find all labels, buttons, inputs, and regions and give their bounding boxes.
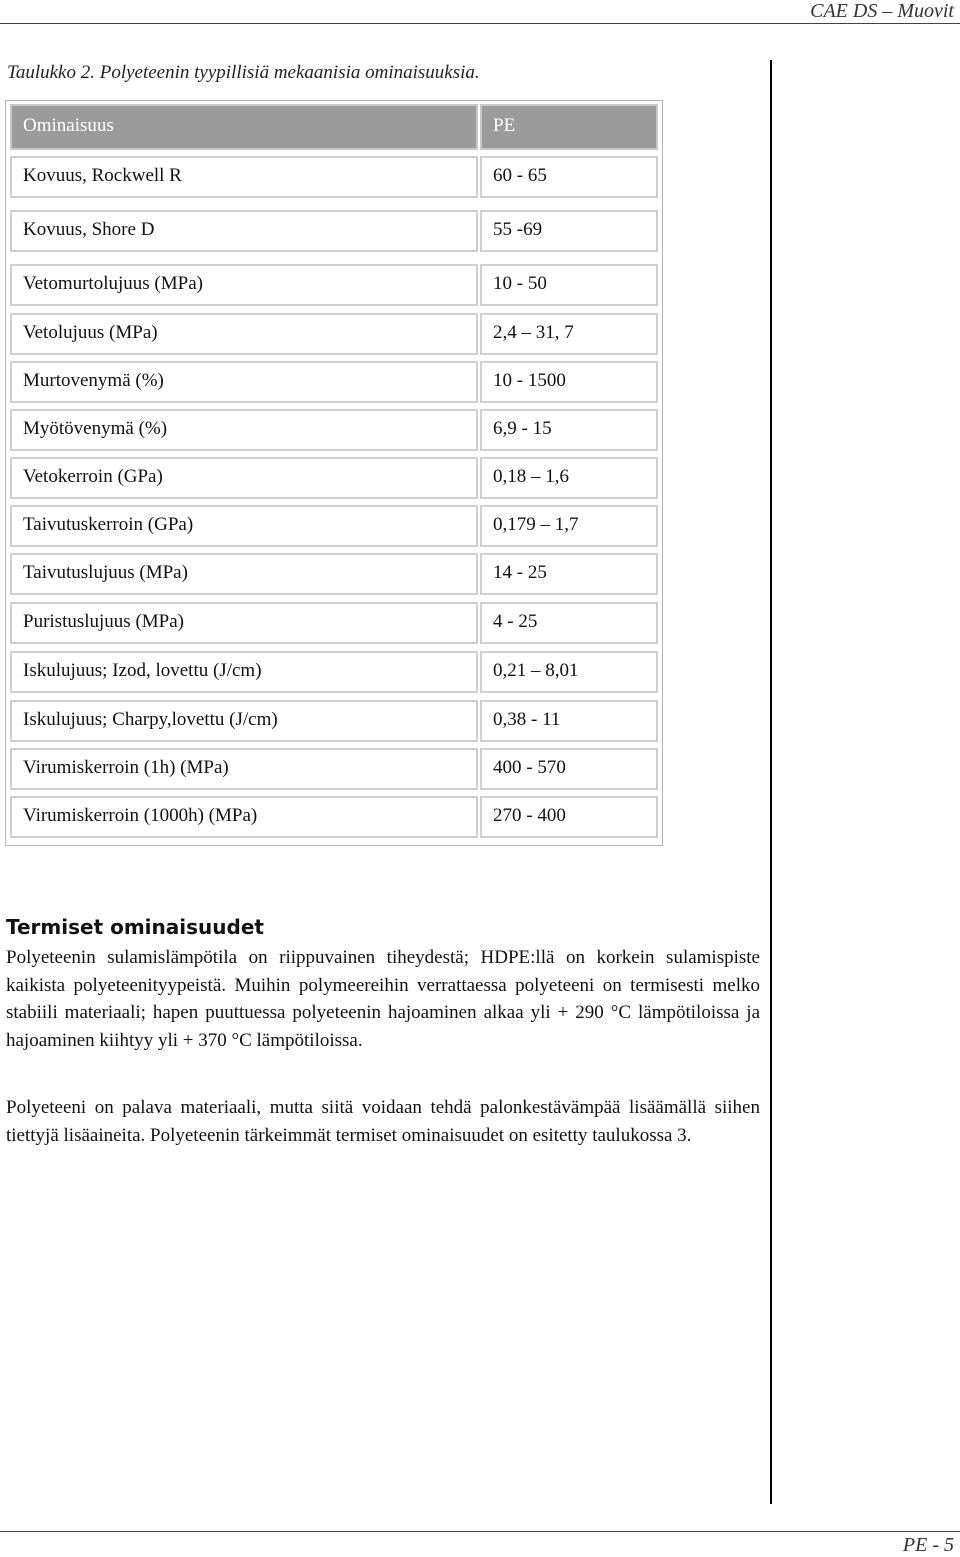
table-header-cell (480, 104, 658, 150)
property-name-cell-text: Virumiskerroin (1000h) (MPa) (23, 805, 258, 826)
property-value-cell-text: 400 - 570 (493, 757, 566, 778)
property-value-cell (480, 156, 658, 198)
footer-rule (0, 1531, 960, 1532)
property-name-cell-text: Vetolujuus (MPa) (23, 322, 158, 343)
property-name-cell-text: Vetokerroin (GPa) (23, 466, 163, 487)
margin-rule (770, 60, 772, 1504)
property-value-cell-text: 270 - 400 (493, 805, 566, 826)
property-name-cell (10, 700, 478, 742)
property-value-cell (480, 361, 658, 403)
property-name-cell (10, 796, 478, 838)
property-name-cell (10, 748, 478, 790)
property-name-cell (10, 651, 478, 693)
property-name-cell-text: Myötövenymä (%) (23, 418, 168, 439)
property-value-cell (480, 457, 658, 499)
property-name-cell (10, 210, 478, 252)
table-header-cell-text: Ominaisuus (23, 115, 114, 136)
page-number: PE - 5 (902, 1534, 954, 1556)
property-value-cell-text: 60 - 65 (493, 165, 547, 186)
property-name-cell (10, 457, 478, 499)
property-name-cell-text: Kovuus, Shore D (23, 219, 155, 240)
table-header-cell (10, 104, 478, 150)
property-name-cell (10, 409, 478, 451)
property-value-cell-text: 6,9 - 15 (493, 418, 552, 439)
property-name-cell (10, 313, 478, 355)
property-name-cell (10, 264, 478, 306)
property-name-cell-text: Iskulujuus; Charpy,lovettu (J/cm) (23, 709, 278, 730)
property-value-cell-text: 4 - 25 (493, 611, 538, 632)
property-name-cell (10, 505, 478, 547)
property-name-cell (10, 156, 478, 198)
property-value-cell (480, 505, 658, 547)
property-value-cell (480, 651, 658, 693)
property-value-cell-text: 0,18 – 1,6 (493, 466, 569, 487)
property-name-cell-text: Puristuslujuus (MPa) (23, 611, 184, 632)
header-rule (0, 23, 960, 24)
property-name-cell (10, 553, 478, 595)
property-value-cell (480, 553, 658, 595)
property-name-cell-text: Kovuus, Rockwell R (23, 165, 182, 186)
paragraph: Polyeteeni on palava materiaali, mutta siitä voidaan tehdä palonkestävämpää lisäämällä siihen tiettyjä lisäaineita. Polyeteenin tärkeimmät termiset ominaisuudet on esitetty taulukossa 3. (6, 1097, 760, 1146)
property-name-cell-text: Vetomurtolujuus (MPa) (23, 273, 203, 294)
property-name-cell-text: Taivutuslujuus (MPa) (23, 562, 188, 583)
property-name-cell (10, 361, 478, 403)
property-name-cell-text: Murtovenymä (%) (23, 370, 164, 391)
property-value-cell-text: 2,4 – 31, 7 (493, 322, 574, 343)
property-value-cell (480, 700, 658, 742)
running-header: CAE DS – Muovit (810, 0, 954, 22)
paragraph: Polyeteenin sulamislämpötila on riippuvainen tiheydestä; HDPE:llä on korkein sulamispiste kaikista polyeteenityypeistä. Muihin polymeereihin verrattaessa polyeteeni on termisesti melko stabiili materiaali; hapen puuttuessa polyeteenin hajoaminen alkaa yli + 290 °C lämpötiloissa ja hajoaminen kiihtyy yli + 370 °C lämpötiloissa. (6, 947, 760, 1051)
table-caption: Taulukko 2. Polyeteenin tyypillisiä mekaanisia ominaisuuksia. (7, 62, 480, 83)
property-value-cell (480, 748, 658, 790)
property-value-cell (480, 210, 658, 252)
property-value-cell (480, 264, 658, 306)
property-value-cell (480, 602, 658, 644)
property-value-cell (480, 796, 658, 838)
property-value-cell-text: 10 - 50 (493, 273, 547, 294)
property-name-cell-text: Iskulujuus; Izod, lovettu (J/cm) (23, 660, 262, 681)
property-value-cell (480, 409, 658, 451)
property-value-cell-text: 0,38 - 11 (493, 709, 561, 730)
property-value-cell (480, 313, 658, 355)
property-name-cell-text: Virumiskerroin (1h) (MPa) (23, 757, 229, 778)
property-value-cell-text: 14 - 25 (493, 562, 547, 583)
property-value-cell-text: 0,179 – 1,7 (493, 514, 579, 535)
property-value-cell-text: 55 -69 (493, 219, 543, 240)
property-name-cell-text: Taivutuskerroin (GPa) (23, 514, 194, 535)
section-title: Termiset ominaisuudet (6, 915, 264, 939)
table-header-cell-text: PE (493, 115, 516, 136)
property-value-cell-text: 10 - 1500 (493, 370, 566, 391)
property-value-cell-text: 0,21 – 8,01 (493, 660, 579, 681)
property-name-cell (10, 602, 478, 644)
